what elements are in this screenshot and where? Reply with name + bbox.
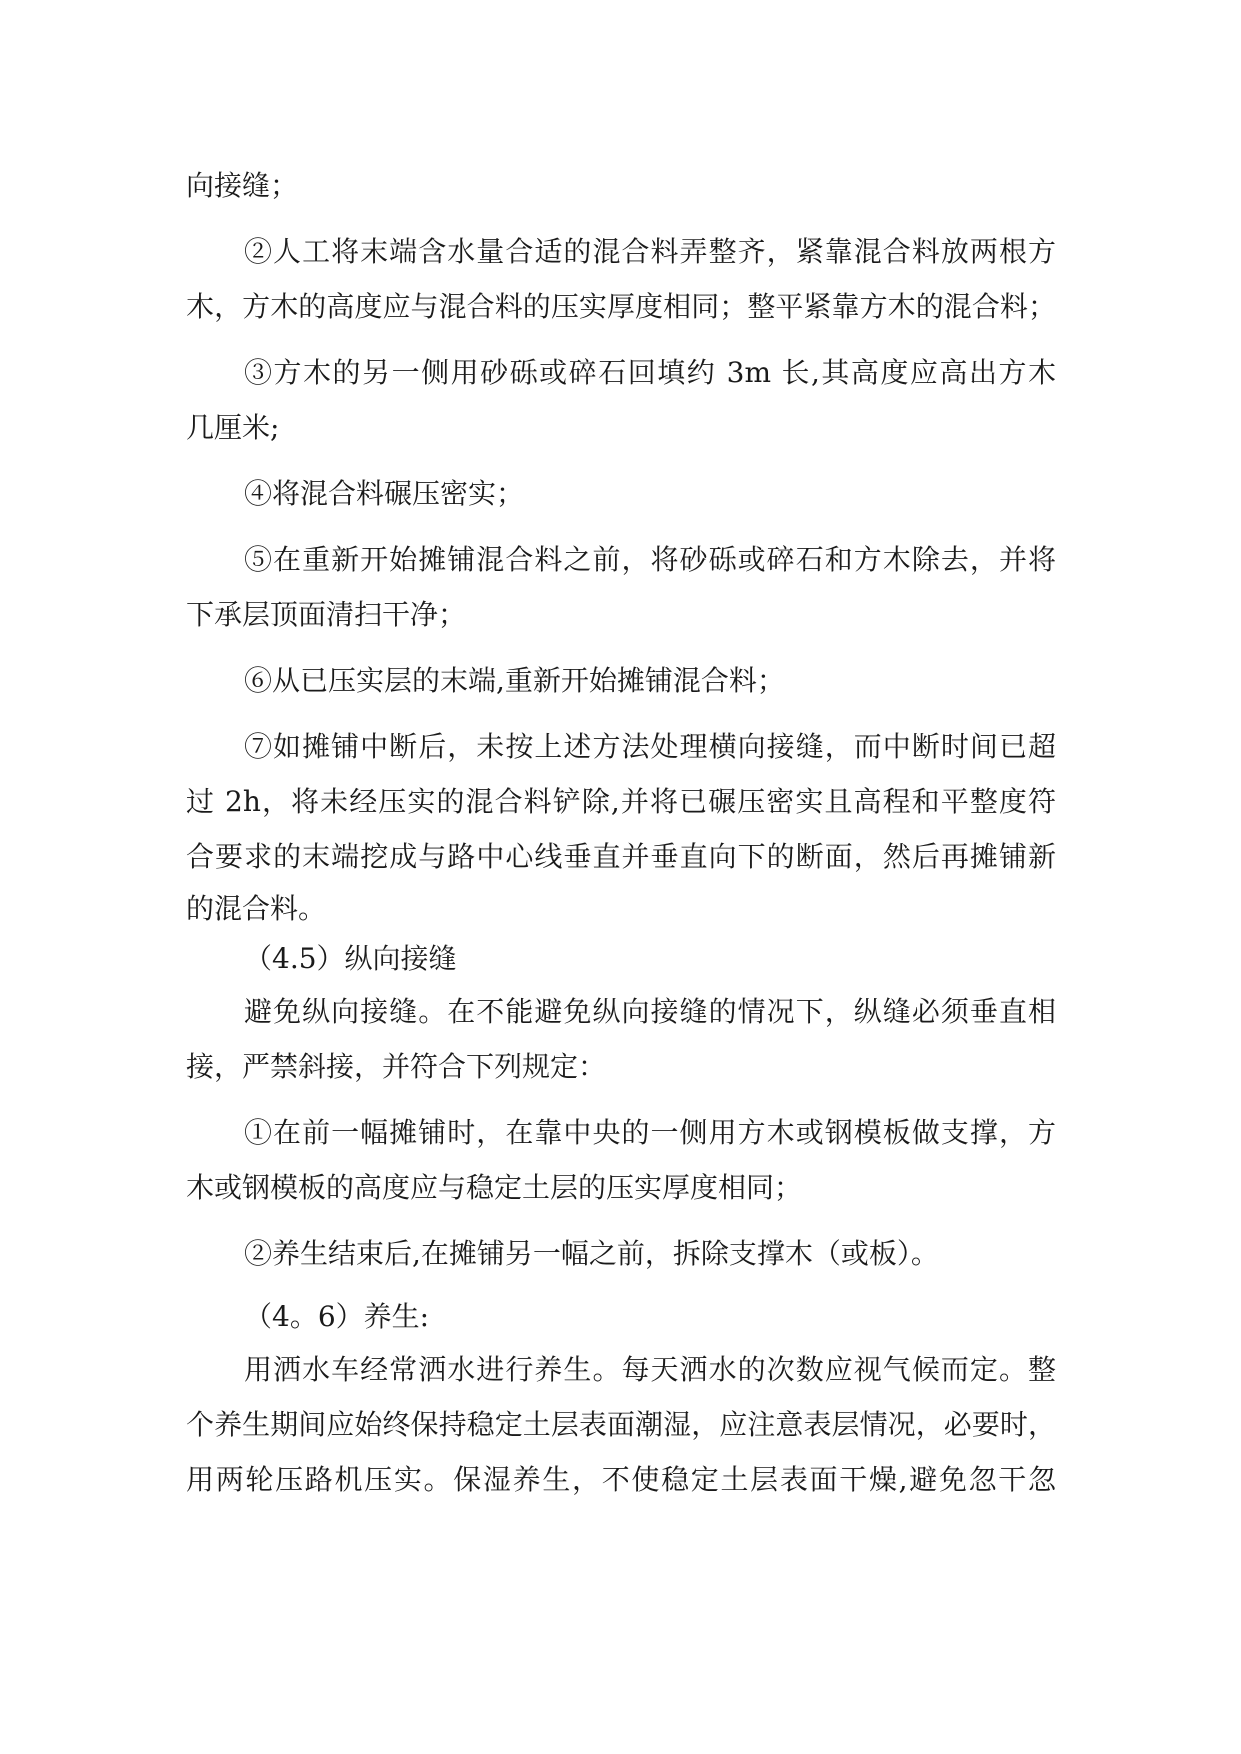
text-line: ②养生结束后,在摊铺另一幅之前，拆除支撑木（或板）。 <box>244 1237 939 1270</box>
text-line: ⑥从已压实层的末端,重新开始摊铺混合料； <box>244 664 785 697</box>
text-line: 接，严禁斜接，并符合下列规定： <box>186 1050 607 1083</box>
text-line: 的混合料。 <box>186 892 327 925</box>
text-line: 向接缝； <box>186 169 299 202</box>
text-line: ⑦如摊铺中断后，未按上述方法处理横向接缝，而中断时间已超 <box>244 730 1056 763</box>
text-line: 避免纵向接缝。在不能避免纵向接缝的情况下，纵缝必须垂直相 <box>244 995 1056 1028</box>
text-line: 木，方木的高度应与混合料的压实厚度相同；整平紧靠方木的混合料； <box>186 290 1056 323</box>
text-line: ⑤在重新开始摊铺混合料之前，将砂砾或碎石和方木除去，并将 <box>244 543 1056 576</box>
document-body <box>186 158 1056 1507</box>
text-line: 用洒水车经常洒水进行养生。每天洒水的次数应视气候而定。整 <box>244 1353 1056 1386</box>
text-line: ③方木的另一侧用砂砾或碎石回填约 3m 长,其高度应高出方木 <box>244 356 1056 389</box>
text-line: 木或钢模板的高度应与稳定土层的压实厚度相同； <box>186 1171 803 1204</box>
text-line: ②人工将末端含水量合适的混合料弄整齐，紧靠混合料放两根方 <box>244 235 1056 268</box>
text-line: 用两轮压路机压实。保湿养生，不使稳定土层表面干燥,避免忽干忽 <box>186 1463 1056 1496</box>
text-line: 合要求的末端挖成与路中心线垂直并垂直向下的断面，然后再摊铺新 <box>186 840 1056 873</box>
text-line: 下承层顶面清扫干净； <box>186 598 467 631</box>
section-heading: （4.5）纵向接缝 <box>244 942 457 975</box>
section-heading: （4。6）养生: <box>244 1300 430 1333</box>
text-line: ①在前一幅摊铺时，在靠中央的一侧用方木或钢模板做支撑，方 <box>244 1116 1056 1149</box>
text-line: 几厘米; <box>186 411 280 444</box>
text-line: ④将混合料碾压密实； <box>244 477 525 510</box>
text-line: 个养生期间应始终保持稳定土层表面潮湿，应注意表层情况，必要时， <box>186 1408 1056 1441</box>
text-line: 过 2h，将未经压实的混合料铲除,并将已碾压密实且高程和平整度符 <box>186 785 1056 818</box>
